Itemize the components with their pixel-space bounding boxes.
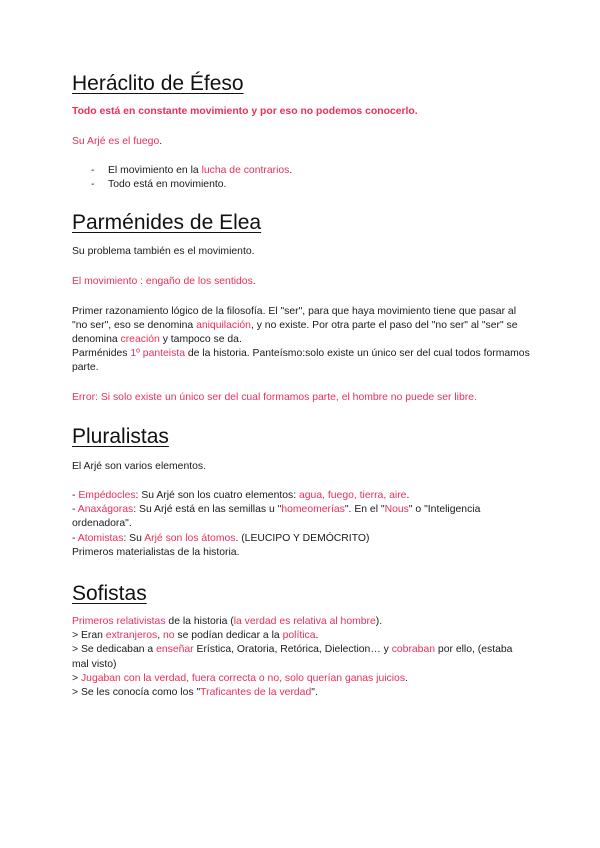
highlight: El movimiento : engaño de los sentidos — [72, 276, 253, 287]
highlight: Anaxágoras — [77, 504, 134, 516]
list-item — [91, 164, 292, 178]
parmenides-mov — [72, 275, 532, 289]
highlight: cobraban — [391, 644, 436, 656]
text: de la historia. Panteísmo:solo existe un único ser del cual todos formamos parte. — [72, 348, 530, 374]
text: " o "Inteligencia ordenadora". — [72, 504, 481, 530]
period: . — [252, 276, 256, 287]
heraclito-lead: Todo está en constante movimiento y por eso no podemos conocerlo. — [72, 106, 418, 117]
parmenides-intro: Su problema también es el movimiento. — [72, 246, 255, 257]
heraclito-arje — [72, 135, 532, 149]
highlight: enseñar — [156, 644, 194, 656]
bullet-dash: - — [91, 179, 95, 190]
heading-pluralistas: Pluralistas — [72, 425, 169, 448]
pluralistas-intro: El Arjé son varios elementos. — [72, 461, 206, 472]
highlight: aniquilación — [196, 320, 251, 332]
text: de la historia ( — [165, 616, 234, 627]
pluralistas-list — [72, 489, 532, 560]
text: Todo está en movimiento. — [108, 179, 227, 190]
heading-sofistas: Sofistas — [72, 582, 147, 605]
heading-heraclito: Heráclito de Éfeso — [72, 72, 244, 95]
highlight: Jugaban con la verdad, fuera correcta o no, solo querían ganas juicios — [80, 672, 406, 684]
text: Parménides — [72, 348, 131, 359]
text: : Su Arjé está en las semillas u " — [133, 504, 282, 516]
dash: - — [72, 504, 78, 516]
text: . — [405, 672, 408, 684]
highlight: homeomerías — [281, 504, 345, 516]
highlight: Traficantes de la verdad — [200, 687, 312, 699]
text: Primer razonamiento lógico de la filosofía. El "ser", para que haya movimiento tiene que pasar al "no ser", eso se denomina — [72, 306, 517, 332]
text: > — [72, 672, 81, 684]
text: > Se les conocía como los " — [72, 687, 201, 699]
parmenides-paragraph-1 — [72, 305, 532, 348]
highlight: política — [282, 630, 316, 642]
highlight: lucha de contrarios — [201, 165, 290, 176]
text: El movimiento en la — [108, 165, 202, 176]
text: Primeros materialistas de la historia. — [72, 546, 240, 558]
text: : Su Arjé son los cuatro elementos: — [135, 490, 299, 501]
bullet-dash: - — [91, 165, 95, 176]
parmenides-error: Error: Si solo existe un único ser del cual formamos parte, el hombre no puede ser libre. — [72, 392, 477, 403]
text: ). — [375, 616, 383, 627]
heading-parmenides: Parménides de Elea — [72, 211, 262, 234]
text: > Se dedicaban a — [72, 644, 157, 656]
parmenides-paragraph-2 — [72, 347, 532, 375]
dash: - — [72, 490, 79, 501]
text: ". — [311, 687, 318, 699]
highlight: 1º panteista — [130, 348, 185, 359]
text: ". En el " — [344, 504, 385, 516]
text: se podían dedicar a la — [174, 630, 283, 642]
text: , y no existe. Por otra parte el paso del "no ser" al "ser" se denomina — [72, 320, 518, 346]
text: y tampoco se da. — [159, 334, 242, 346]
highlight: extranjeros — [105, 630, 158, 642]
arje-fuego: Su Arjé es el fuego — [72, 136, 160, 147]
list-item — [91, 178, 226, 192]
sofistas-list — [72, 615, 532, 700]
dash: - — [72, 532, 78, 544]
highlight: Primeros relativistas — [72, 616, 166, 627]
highlight: la verdad es relativa al hombre — [233, 616, 376, 627]
highlight: creación — [120, 334, 160, 346]
text: , — [157, 630, 163, 642]
highlight: Arjé son los átomos — [144, 532, 236, 544]
highlight: Nous — [384, 504, 409, 516]
highlight: Empédocles — [78, 490, 136, 501]
highlight: agua, fuego, tierra, aire — [299, 490, 407, 501]
text: . — [315, 630, 319, 642]
highlight: no — [162, 630, 175, 642]
highlight: Atomistas — [77, 532, 124, 544]
text: . — [289, 165, 293, 176]
text: > Eran — [72, 630, 106, 642]
text: Erística, Oratoria, Retórica, Dielection… y — [193, 644, 392, 656]
text: . (LEUCIPO Y DEMÓCRITO) — [235, 532, 370, 544]
text: por ello, (estaba mal visto) — [72, 644, 513, 670]
text: . — [406, 490, 410, 501]
period: . — [159, 136, 163, 147]
text: : Su — [123, 532, 145, 544]
